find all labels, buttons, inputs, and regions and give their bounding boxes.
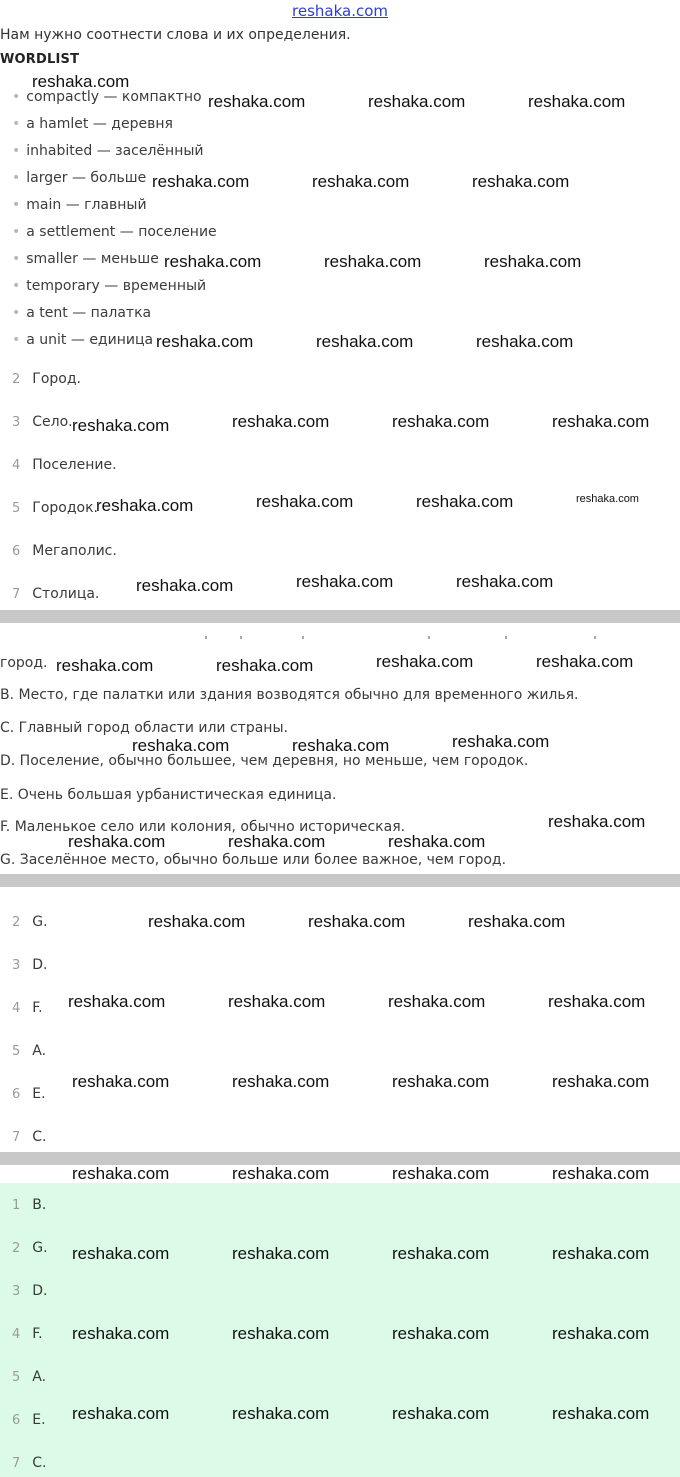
watermark: reshaka.com	[232, 1244, 330, 1263]
watermark: reshaka.com	[232, 1072, 330, 1091]
watermark: reshaka.com	[392, 412, 490, 431]
cropped-text-remnant	[0, 636, 680, 642]
answer-letter: E.	[32, 1412, 46, 1428]
answer-item	[12, 1083, 46, 1102]
definition-item: город.	[0, 655, 48, 671]
watermark: reshaka.com	[552, 1324, 650, 1343]
list-item-text: compactly — компактно	[26, 89, 202, 105]
list-item-text: a unit — единица	[26, 332, 154, 348]
bullet-icon: •	[12, 224, 21, 240]
watermark: reshaka.com	[576, 493, 639, 505]
answer-number: 2	[12, 915, 21, 930]
item-number: 2	[12, 372, 21, 387]
list-item-text: larger — больше	[26, 170, 147, 186]
answer-letter: F.	[32, 1000, 43, 1016]
answer-number: 7	[12, 1456, 21, 1471]
watermark: reshaka.com	[316, 332, 414, 351]
list-item-text: temporary — временный	[26, 278, 207, 294]
watermark: reshaka.com	[392, 1324, 490, 1343]
bullet-icon: •	[12, 143, 21, 159]
answer-letter: A.	[32, 1043, 47, 1059]
answer-letter: F.	[32, 1326, 43, 1342]
watermark: reshaka.com	[468, 912, 566, 931]
watermark: reshaka.com	[228, 832, 326, 851]
watermark: reshaka.com	[72, 416, 170, 435]
item-text: Городок.	[32, 500, 98, 516]
definition-item: E. Очень большая урбанистическая единица.	[0, 787, 337, 803]
answer-letter: C.	[32, 1129, 47, 1145]
watermark: reshaka.com	[296, 572, 394, 591]
section-divider	[0, 874, 680, 887]
watermark: reshaka.com	[552, 412, 650, 431]
answer-item	[12, 1280, 48, 1299]
answer-number: 3	[12, 958, 21, 973]
answer-item	[12, 1126, 47, 1145]
watermark: reshaka.com	[552, 1404, 650, 1423]
list-item	[12, 497, 98, 516]
watermark: reshaka.com	[132, 736, 230, 755]
watermark: reshaka.com	[392, 1164, 490, 1183]
item-number: 5	[12, 501, 21, 516]
list-item	[12, 143, 204, 159]
answer-letter: D.	[32, 1283, 48, 1299]
watermark: reshaka.com	[156, 332, 254, 351]
bullet-icon: •	[12, 197, 21, 213]
watermark: reshaka.com	[548, 992, 646, 1011]
watermark: reshaka.com	[152, 172, 250, 191]
answer-number: 5	[12, 1044, 21, 1059]
answer-letter: D.	[32, 957, 48, 973]
answer-number: 7	[12, 1130, 21, 1145]
answer-number: 2	[12, 1241, 21, 1256]
watermark: reshaka.com	[392, 1072, 490, 1091]
watermark: reshaka.com	[232, 412, 330, 431]
watermark: reshaka.com	[208, 92, 306, 111]
answer-number: 6	[12, 1413, 21, 1428]
wordlist-title: WORDLIST	[0, 52, 80, 67]
watermark: reshaka.com	[96, 496, 194, 515]
definition-item: F. Маленькое село или колония, обычно историческая.	[0, 819, 406, 835]
watermark: reshaka.com	[216, 656, 314, 675]
list-item-text: main — главный	[26, 197, 147, 213]
watermark: reshaka.com	[452, 732, 550, 751]
watermark: reshaka.com	[68, 832, 166, 851]
item-number: 7	[12, 587, 21, 602]
watermark: reshaka.com	[416, 492, 514, 511]
list-item-text: a tent — палатка	[26, 305, 152, 321]
answer-item	[12, 1452, 47, 1471]
definition-item: C. Главный город области или страны.	[0, 720, 288, 736]
answer-item	[12, 1366, 46, 1385]
answer-item	[12, 911, 48, 930]
answer-letter: G.	[32, 1240, 48, 1256]
item-text: Столица.	[32, 586, 100, 602]
list-item	[12, 116, 173, 132]
site-link[interactable]: reshaka.com	[292, 2, 388, 20]
answer-item	[12, 954, 48, 973]
item-number: 4	[12, 458, 21, 473]
definition-item: B. Место, где палатки или здания возводятся обычно для временного жилья.	[0, 687, 579, 703]
watermark: reshaka.com	[548, 812, 646, 831]
list-item	[12, 305, 151, 321]
watermark: reshaka.com	[232, 1164, 330, 1183]
watermark: reshaka.com	[56, 656, 154, 675]
watermark: reshaka.com	[476, 332, 574, 351]
watermark: reshaka.com	[136, 576, 234, 595]
watermark: reshaka.com	[528, 92, 626, 111]
item-number: 6	[12, 544, 21, 559]
answer-number: 4	[12, 1001, 21, 1016]
watermark: reshaka.com	[228, 992, 326, 1011]
definition-item: G. Заселённое место, обычно больше или более важное, чем город.	[0, 852, 507, 868]
list-item	[12, 251, 159, 267]
watermark: reshaka.com	[312, 172, 410, 191]
list-item	[12, 454, 117, 473]
list-item-text: inhabited — заселённый	[26, 143, 204, 159]
item-text: Село.	[32, 414, 73, 430]
list-item-text: a hamlet — деревня	[26, 116, 173, 132]
watermark: reshaka.com	[484, 252, 582, 271]
answer-letter: E.	[32, 1086, 46, 1102]
watermark: reshaka.com	[232, 1324, 330, 1343]
definition-item: D. Поселение, обычно большее, чем деревня, но меньше, чем городок.	[0, 753, 529, 769]
watermark: reshaka.com	[32, 72, 130, 91]
watermark: reshaka.com	[392, 1404, 490, 1423]
watermark: reshaka.com	[308, 912, 406, 931]
watermark: reshaka.com	[72, 1404, 170, 1423]
answer-number: 5	[12, 1370, 21, 1385]
intro-text: Нам нужно соотнести слова и их определения.	[0, 27, 351, 43]
list-item	[12, 278, 206, 294]
bullet-icon: •	[12, 170, 21, 186]
bullet-icon: •	[12, 89, 21, 105]
list-item	[12, 224, 217, 240]
watermark: reshaka.com	[72, 1244, 170, 1263]
answer-item	[12, 1040, 46, 1059]
list-item	[12, 540, 117, 559]
answer-number: 4	[12, 1327, 21, 1342]
watermark: reshaka.com	[552, 1072, 650, 1091]
item-text: Поселение.	[32, 457, 117, 473]
watermark: reshaka.com	[392, 1244, 490, 1263]
bullet-icon: •	[12, 116, 21, 132]
bullet-icon: •	[12, 332, 21, 348]
bullet-icon: •	[12, 278, 21, 294]
answer-item	[12, 1237, 48, 1256]
list-item	[12, 411, 73, 430]
list-item	[12, 332, 153, 348]
answer-number: 3	[12, 1284, 21, 1299]
answer-letter: A.	[32, 1369, 47, 1385]
watermark: reshaka.com	[536, 652, 634, 671]
answer-letter: C.	[32, 1455, 47, 1471]
list-item-text: smaller — меньше	[26, 251, 159, 267]
answer-letter: B.	[32, 1197, 47, 1213]
watermark: reshaka.com	[552, 1164, 650, 1183]
watermark: reshaka.com	[552, 1244, 650, 1263]
list-item	[12, 170, 146, 186]
watermark: reshaka.com	[368, 92, 466, 111]
answer-item	[12, 997, 43, 1016]
watermark: reshaka.com	[68, 992, 166, 1011]
watermark: reshaka.com	[388, 832, 486, 851]
bullet-icon: •	[12, 305, 21, 321]
watermark: reshaka.com	[148, 912, 246, 931]
watermark: reshaka.com	[376, 652, 474, 671]
answer-number: 6	[12, 1087, 21, 1102]
watermark: reshaka.com	[72, 1164, 170, 1183]
answer-item	[12, 1323, 43, 1342]
watermark: reshaka.com	[72, 1072, 170, 1091]
section-divider	[0, 610, 680, 623]
watermark: reshaka.com	[472, 172, 570, 191]
item-text: Город.	[32, 371, 81, 387]
list-item	[12, 583, 99, 602]
list-item	[12, 368, 81, 387]
list-item-text: a settlement — поселение	[26, 224, 217, 240]
watermark: reshaka.com	[256, 492, 354, 511]
item-number: 3	[12, 415, 21, 430]
answer-number: 1	[12, 1198, 21, 1213]
answer-letter: G.	[32, 914, 48, 930]
watermark: reshaka.com	[388, 992, 486, 1011]
list-item	[12, 197, 147, 213]
watermark: reshaka.com	[324, 252, 422, 271]
bullet-icon: •	[12, 251, 21, 267]
watermark: reshaka.com	[292, 736, 390, 755]
item-text: Мегаполис.	[32, 543, 117, 559]
watermark: reshaka.com	[164, 252, 262, 271]
watermark: reshaka.com	[232, 1404, 330, 1423]
watermark: reshaka.com	[456, 572, 554, 591]
answer-item	[12, 1194, 46, 1213]
watermark: reshaka.com	[72, 1324, 170, 1343]
answer-item	[12, 1409, 46, 1428]
